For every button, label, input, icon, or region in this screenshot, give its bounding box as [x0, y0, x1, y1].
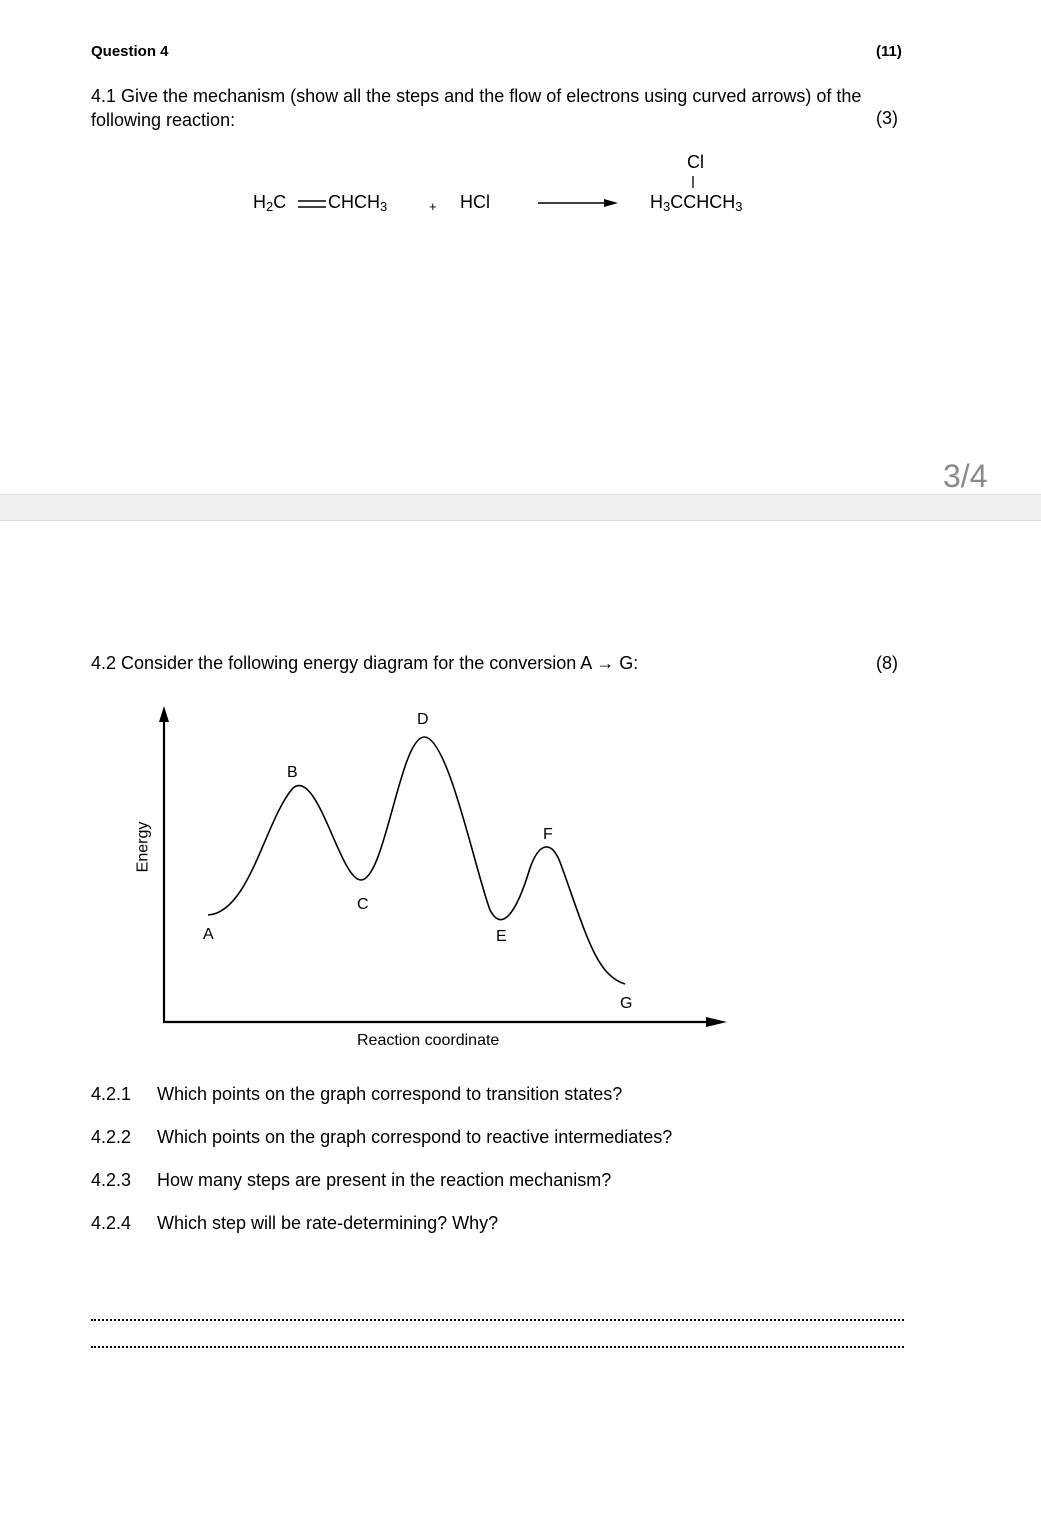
subquestion-4-2-4: [91, 1213, 498, 1234]
y-axis-arrow: [159, 706, 169, 722]
subquestion-number: 4.2.1: [91, 1084, 132, 1104]
question-title: Question 4: [91, 43, 169, 60]
point-f-label: F: [543, 826, 553, 843]
reactant-propene: $H_2C$: [253, 192, 287, 214]
energy-curve: [208, 737, 625, 984]
single-bond-icon: [690, 176, 696, 190]
point-a-label: A: [203, 926, 214, 943]
reaction-arrow-icon: [538, 197, 618, 209]
x-axis-arrow: [706, 1017, 727, 1027]
subquestion-text: Which points on the graph correspond to transition states?: [157, 1084, 623, 1104]
subquestion-4-2-2: [91, 1127, 672, 1148]
energy-diagram-svg: [0, 690, 760, 1070]
q42-text: 4.2 Consider the following energy diagram for the conversion A → G:: [91, 653, 639, 673]
double-bond-icon: [298, 199, 326, 211]
answer-line[interactable]: [91, 1319, 904, 1321]
x-axis-label: Reaction coordinate: [357, 1032, 500, 1049]
reactant-propene-right: $CHCH_3$: [328, 192, 388, 214]
subquestion-text: Which points on the graph correspond to reactive intermediates?: [157, 1127, 673, 1147]
reaction-equation: [0, 150, 1041, 230]
q42-marks: (8): [876, 653, 898, 673]
y-axis-label: Energy: [134, 821, 152, 873]
subquestion-number: 4.2.2: [91, 1127, 132, 1147]
answer-line[interactable]: [91, 1346, 904, 1348]
plus-sign: +: [429, 199, 437, 214]
reactant-hcl: HCl: [460, 192, 490, 212]
product-chloropropane: $H_3CCHCH_3$: [650, 192, 743, 214]
subquestion-4-2-3: [91, 1170, 611, 1191]
subquestion-4-2-1: [91, 1084, 622, 1105]
point-e-label: E: [496, 928, 507, 945]
q41-marks: (3): [876, 108, 898, 128]
energy-diagram: [0, 690, 760, 1070]
subquestion-text: Which step will be rate-determining? Why?: [157, 1213, 499, 1233]
page-indicator: 3/4: [943, 458, 988, 494]
point-b-label: B: [287, 764, 298, 781]
subquestion-number: 4.2.3: [91, 1170, 132, 1190]
question-marks: (11): [876, 43, 902, 60]
point-d-label: D: [417, 711, 429, 728]
point-g-label: G: [620, 995, 633, 1012]
q41-text: 4.1 Give the mechanism (show all the steps and the flow of electrons using curved arrows) of the following reaction:: [91, 86, 862, 130]
point-c-label: C: [357, 896, 369, 913]
product-substituent: Cl: [687, 152, 704, 172]
subquestion-number: 4.2.4: [91, 1213, 132, 1233]
page-separator: [0, 494, 1041, 521]
subquestion-text: How many steps are present in the reaction mechanism?: [157, 1170, 612, 1190]
